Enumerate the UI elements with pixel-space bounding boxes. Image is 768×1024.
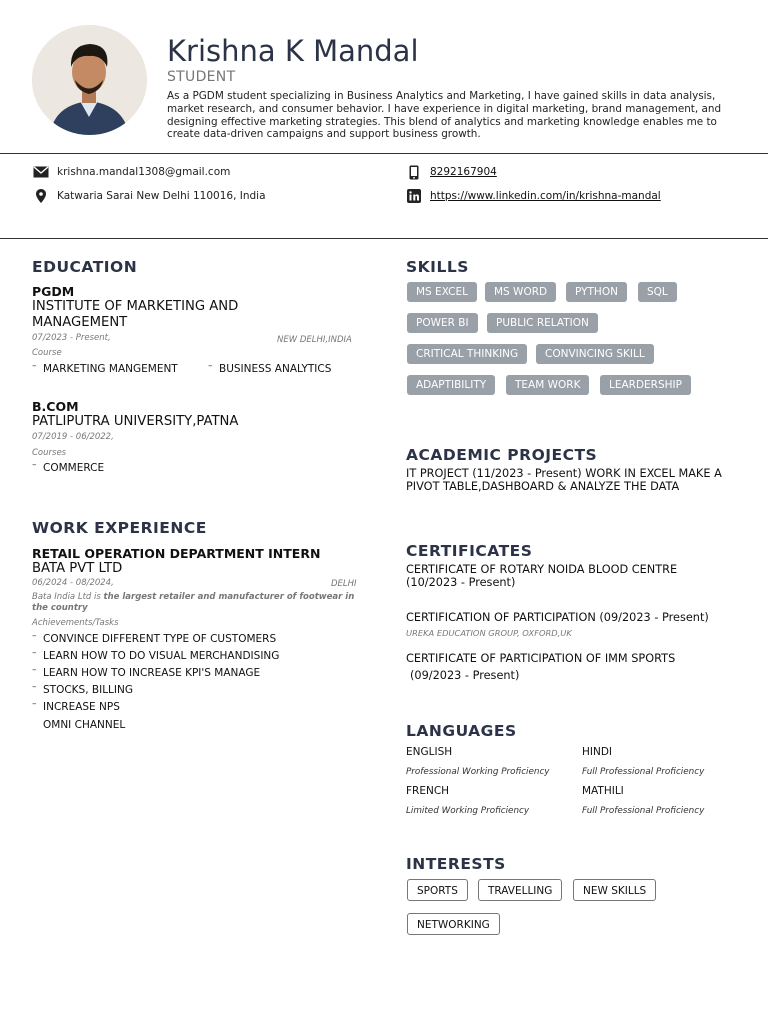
language-level: Full Professional Proficiency [582,806,705,816]
language-name: MATHILI [582,785,624,797]
contact-linkedin-link[interactable]: https://www.linkedin.com/in/krishna-mandal [430,190,661,202]
work-description [32,592,367,613]
header-divider [0,153,768,154]
language-name: ENGLISH [406,746,453,758]
skills-heading: SKILLS [406,258,469,276]
location-pin-icon [33,189,49,203]
education-dates: 07/2019 - 06/2022, [32,432,114,442]
skill-tag: LEARDERSHIP [600,375,691,395]
education-institute: INSTITUTE OF MARKETING AND MANAGEMENT [32,299,239,330]
skill-tag: MS EXCEL [407,282,477,302]
phone-icon [406,165,422,179]
work-sublabel: Achievements/Tasks [32,618,119,628]
task-item: – LEARN HOW TO DO VISUAL MERCHANDISING [43,650,279,662]
course-item: – MARKETING MANGEMENT [43,363,178,375]
certificates-heading: CERTIFICATES [406,542,533,560]
envelope-icon [33,165,49,179]
task-item: – LEARN HOW TO INCREASE KPI'S MANAGE [43,667,260,679]
education-dates: 07/2023 - Present, [32,333,111,343]
education-sublabel: Course [32,348,62,358]
language-level: Limited Working Proficiency [406,806,530,816]
contact-divider [0,238,768,239]
languages-heading: LANGUAGES [406,722,517,740]
linkedin-icon [406,189,422,203]
work-heading: WORK EXPERIENCE [32,519,207,537]
profile-photo-illustration [32,25,147,135]
interest-tag: TRAVELLING [478,879,562,901]
skill-tag: PYTHON [566,282,627,302]
certificate-item: CERTIFICATE OF ROTARY NOIDA BLOOD CENTRE (10/2023 - Present) [406,563,678,589]
education-degree: B.COM [32,399,79,414]
contact-address [33,189,266,203]
work-description-highlight: the largest retailer and manufacturer of footwear in the country [32,592,355,613]
skill-tag: CRITICAL THINKING [407,344,527,364]
profile-summary: As a PGDM student specializing in Business Analytics and Marketing, I have gained skills in data analysis, market research, and consumer behavior. I have experience in digital marketing, brand management, and designing effective marketing strategies. This blend of analytics and marketing knowledge enables me to create data-driven campaigns and support business growth. [167,90,722,141]
certificate-item: CERTIFICATION OF PARTICIPATION (09/2023 - Present) [406,611,709,624]
interest-tag: NETWORKING [407,913,500,935]
task-item-extra: OMNI CHANNEL [43,719,126,731]
language-name: HINDI [582,746,613,758]
education-location: NEW DELHI,INDIA [277,335,352,345]
skill-tag: TEAM WORK [506,375,589,395]
skill-tag: ADAPTIBILITY [407,375,495,395]
contact-address-text: Katwaria Sarai New Delhi 110016, India [57,190,266,202]
work-dates: 06/2024 - 08/2024, [32,578,114,588]
contact-email[interactable] [33,165,230,179]
skill-tag: CONVINCING SKILL [536,344,654,364]
skill-tag: MS WORD [485,282,556,302]
project-item: IT PROJECT (11/2023 - Present) WORK IN EXCEL MAKE A PIVOT TABLE,DASHBOARD & ANALYZE THE DATA [406,467,722,493]
contact-phone[interactable] [406,165,497,179]
certificate-item: CERTIFICATE OF PARTICIPATION OF IMM SPORTS [406,652,676,665]
language-name: FRENCH [406,785,450,797]
contact-email-text[interactable]: krishna.mandal1308@gmail.com [57,166,231,178]
interest-tag: NEW SKILLS [573,879,656,901]
contact-linkedin[interactable] [406,189,661,203]
skill-tag: PUBLIC RELATION [487,313,598,333]
course-item: – BUSINESS ANALYTICS [219,363,331,375]
task-item: – CONVINCE DIFFERENT TYPE OF CUSTOMERS [43,633,276,645]
task-item: – STOCKS, BILLING [43,684,133,696]
skill-tag: SQL [638,282,677,302]
skill-tag: POWER BI [407,313,478,333]
work-title: RETAIL OPERATION DEPARTMENT INTERN [32,546,321,561]
projects-heading: ACADEMIC PROJECTS [406,446,598,464]
certificate-date: (09/2023 - Present) [410,669,520,682]
education-degree: PGDM [32,284,75,299]
work-description-prefix: Bata India Ltd is [32,592,104,602]
work-location: DELHI [331,579,357,589]
interests-heading: INTERESTS [406,855,506,873]
certificate-org: UREKA EDUCATION GROUP, OXFORD,UK [406,628,572,638]
task-item: – INCREASE NPS [43,701,120,713]
education-sublabel: Courses [32,448,67,458]
course-item: – COMMERCE [43,462,104,474]
contact-phone-link[interactable]: 8292167904 [430,166,497,178]
work-company: BATA PVT LTD [32,561,123,576]
education-institute: PATLIPUTRA UNIVERSITY,PATNA [32,414,239,429]
education-heading: EDUCATION [32,258,138,276]
candidate-role: STUDENT [167,69,236,85]
profile-photo [32,25,147,135]
interest-tag: SPORTS [407,879,468,901]
candidate-name: Krishna K Mandal [167,34,419,68]
language-level: Professional Working Proficiency [406,767,550,777]
language-level: Full Professional Proficiency [582,767,705,777]
